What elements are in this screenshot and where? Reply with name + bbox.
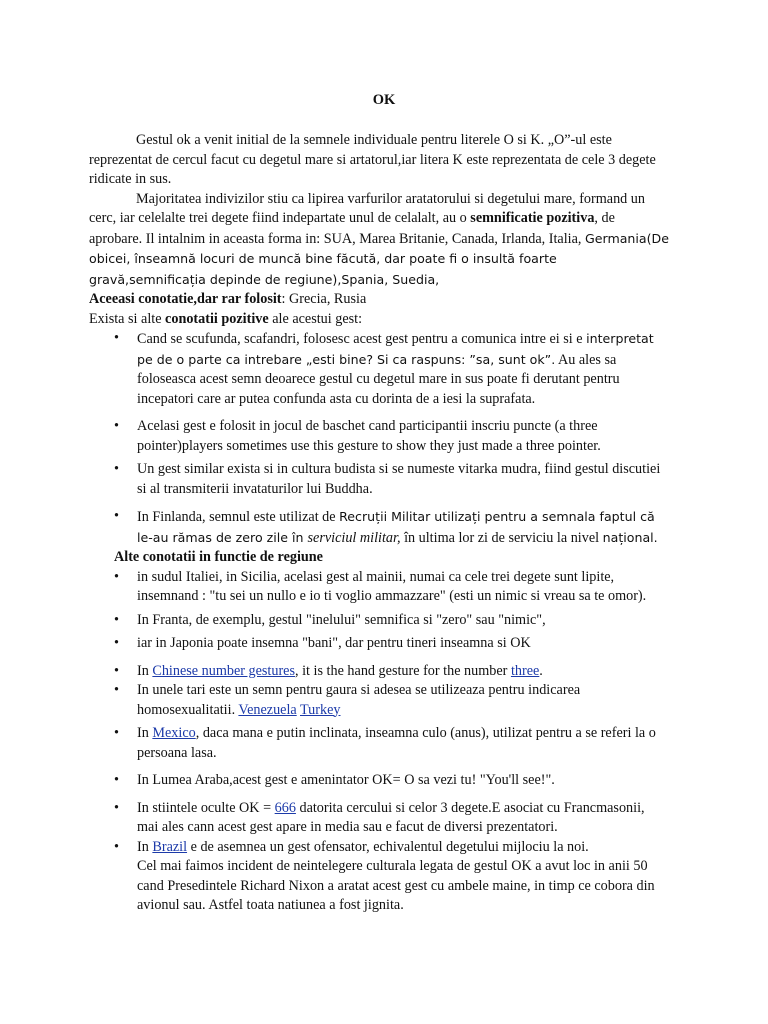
turkey-link[interactable]: Turkey bbox=[300, 701, 341, 718]
list-item: • In Lumea Araba,acest gest e amenintator OK= O sa vezi tu! "You'll see!". bbox=[89, 771, 669, 791]
r8-text-b: datorita cercului si celor 3 degete.E asociat cu Francmasonii, mai ales cann acest gest apare in media sau e facut de diversi prezentatori. bbox=[137, 799, 645, 835]
same-connotation-bold: Aceeasi conotatie,dar rar folosit bbox=[89, 291, 282, 307]
r6-text-a: In bbox=[137, 725, 153, 741]
venezuela-link[interactable]: Venezuela bbox=[238, 701, 297, 718]
r9-text-a: In bbox=[137, 838, 153, 855]
intro-p2-countries: Germania(De obicei, înseamnă locuri de muncă bine făcută, dar poate fi o insultă foarte gravă,semnificația depinde de regiune),Spania, Suedia, bbox=[89, 230, 669, 287]
intro-paragraph-1: Gestul ok a venit initial de la semnele individuale pentru literele O si K. „O”-ul este reprezentat de cercul facut cu degetul mare si artatorul,iar litera K este reprezentata de cele 3 degete ridicate in sus. bbox=[89, 132, 656, 187]
r5-text-a: In unele tari este un semn pentru gaura si adesea se utilizeaza pentru indicarea homosexualitatii. bbox=[137, 682, 581, 718]
r9-text-b: e de asemnea un gest ofensator, echivalentul degetului mijlociu la noi. bbox=[187, 838, 589, 855]
regional-heading: Alte conotatii in functie de regiune bbox=[114, 549, 323, 565]
list-item bbox=[89, 662, 669, 682]
r4-text-a: In bbox=[137, 662, 153, 679]
item4-text-b: în ultima lor zi de serviciu la nivel bbox=[400, 529, 603, 546]
list-item: • iar in Japonia poate insemna "bani", dar pentru tineri inseamna si OK bbox=[89, 634, 669, 654]
r4-text-b: , it is the hand gesture for the number bbox=[295, 662, 511, 679]
list-item: • In Franta, de exemplu, gestul "inelului" semnifica si "zero" sau "nimic", bbox=[89, 611, 669, 631]
r6-text-b: , daca mana e putin inclinata, inseamna culo (anus), utilizat pentru a se referi la o persoana lasa. bbox=[137, 725, 656, 761]
list-item: • in sudul Italiei, in Sicilia, acelasi gest al mainii, numai ca cele trei degete sunt lipite, insemnand : "tu sei un nullo e io ti voglio ammazzare" (esti un nimic si vreau sa te omor). bbox=[89, 568, 669, 607]
list-item bbox=[89, 329, 669, 409]
list-item: • Acelasi gest e folosit in jocul de baschet cand participantii inscriu puncte (a three pointer)players sometimes use this gesture to show they just made a three pointer. bbox=[89, 417, 669, 456]
item4-alt-text: Recruții Militar utilizați pentru a semnala faptul că le-au rămas de zero zile în bbox=[137, 509, 655, 545]
list-item: • Un gest similar exista si in cultura budista si se numeste vitarka mudra, fiind gestul discutiei si al transmiterii invataturilor lui Buddha. bbox=[89, 460, 669, 499]
intro-p2-bold: semnificatie pozitiva bbox=[470, 210, 595, 226]
brazil-link[interactable]: Brazil bbox=[152, 838, 188, 855]
intro-p2-text-b: , de aprobare. Il intalnim in aceasta forma in: SUA, Marea Britanie, Canada, Irlanda, Italia, bbox=[89, 210, 615, 247]
666-link[interactable]: 666 bbox=[274, 799, 296, 816]
mexico-link[interactable]: Mexico bbox=[152, 725, 196, 741]
page-title: OK bbox=[372, 92, 396, 108]
item1-text-b: Au ales sa foloseasca acest semn deoarece gestul cu degetul mare in sus poate fi derutant pentru incepatori care ar putea confunda asta cu dorinta de a iesi la suprafata. bbox=[137, 351, 620, 407]
three-link[interactable]: three bbox=[510, 662, 540, 679]
closing-paragraph: Cel mai faimos incident de neintelegere culturala legata de gestul OK a avut loc in anii 50 cand Presedintele Richard Nixon a aratat acest gest cu ambele maine, in timp ce cobora din avionul sau. Astfel toata natiunea a fost jignita. bbox=[137, 858, 655, 913]
list-item bbox=[89, 724, 669, 763]
list-item bbox=[89, 838, 669, 858]
same-connotation-line bbox=[89, 290, 669, 310]
item4-text-a: In Finlanda, semnul este utilizat de bbox=[137, 509, 340, 525]
r8-text-a: In stiintele oculte OK = bbox=[137, 799, 275, 816]
list-item bbox=[89, 507, 669, 548]
positive-intro-bold: conotatii pozitive bbox=[165, 310, 269, 327]
item1-alt-text: interpretat pe de o parte ca intrebare „esti bine? Si ca raspuns: ”sa, sunt ok”. bbox=[137, 331, 654, 367]
list-item bbox=[89, 799, 669, 838]
regional-list bbox=[89, 568, 669, 858]
positive-intro-b: ale acestui gest: bbox=[268, 310, 363, 327]
same-connotation-rest: : Grecia, Rusia bbox=[281, 291, 367, 307]
item4-alt-text-2: național. bbox=[602, 529, 658, 545]
intro-paragraph-2 bbox=[89, 190, 669, 291]
positive-list bbox=[89, 329, 669, 548]
chinese-number-gestures-link[interactable]: Chinese number gestures bbox=[152, 662, 296, 679]
document-body bbox=[89, 131, 669, 916]
r4-text-c: . bbox=[539, 662, 543, 679]
item1-text-a: Cand se scufunda, scafandri, folosesc acest gest pentru a comunica intre ei si e bbox=[137, 331, 587, 347]
positive-intro-a: Exista si alte bbox=[89, 310, 166, 327]
intro-p2-text-a: Majoritatea indivizilor stiu ca lipirea varfurilor aratatorului si degetului mare, formand un cerc, iar celelalte trei degete fiind indepartate unul de celalalt, au o bbox=[89, 190, 645, 226]
positive-intro-line bbox=[89, 310, 669, 330]
list-item bbox=[89, 681, 669, 720]
item4-italic: serviciul militar, bbox=[307, 529, 401, 546]
